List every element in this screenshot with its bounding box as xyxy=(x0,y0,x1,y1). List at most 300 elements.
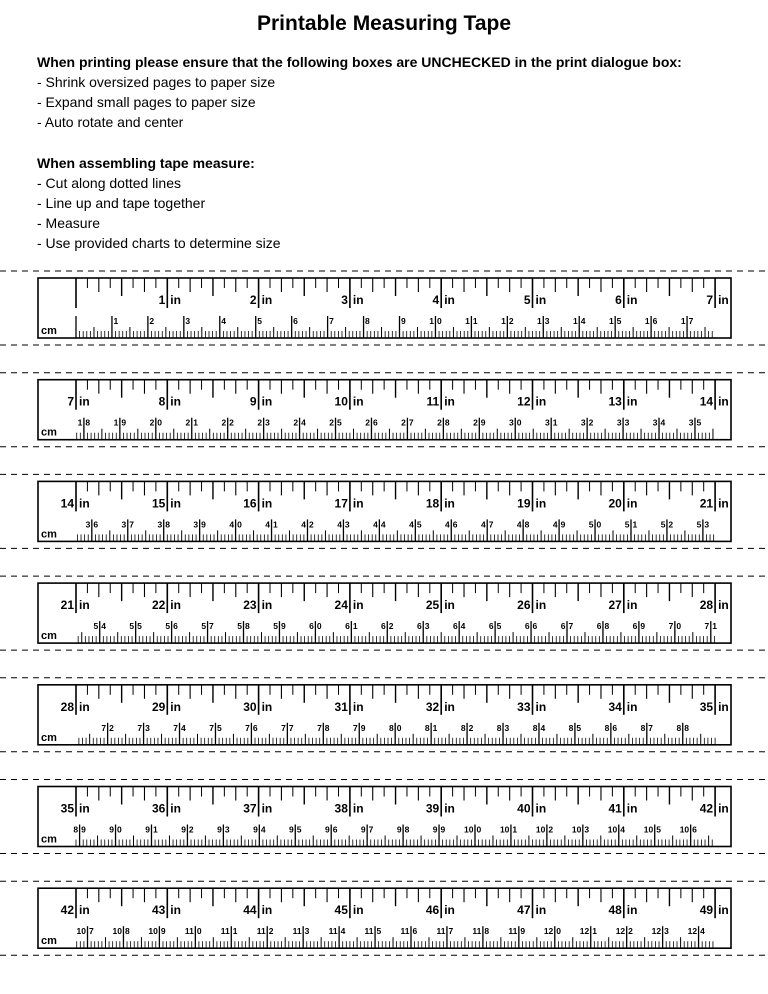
inch-unit-label: in xyxy=(535,598,547,613)
inch-number: 26 xyxy=(517,598,531,613)
cm-number: 5 xyxy=(496,621,502,632)
cm-number: 6 xyxy=(596,621,602,632)
cm-number: 9 xyxy=(520,926,526,937)
inch-number: 18 xyxy=(425,496,440,511)
cm-number: 9 xyxy=(324,824,330,835)
cm-number: 8 xyxy=(73,824,79,835)
cm-number: 11 xyxy=(292,926,302,937)
inch-unit-label: in xyxy=(718,699,729,714)
cm-number: 6 xyxy=(452,519,458,530)
cm-number: 1 xyxy=(193,417,198,428)
cm-number: 5 xyxy=(137,621,142,632)
tape-strip xyxy=(0,373,768,447)
assembly-instructions-heading: When assembling tape measure: xyxy=(37,155,255,171)
inch-number: 34 xyxy=(608,699,622,714)
assembly-instruction-item: - Measure xyxy=(37,215,101,231)
tape-strip xyxy=(0,780,768,854)
cm-number: 5 xyxy=(93,621,99,632)
cm-number: 6 xyxy=(692,824,697,835)
inch-number: 22 xyxy=(151,598,166,613)
cm-number: 8 xyxy=(532,722,538,733)
inch-number: 14 xyxy=(60,496,74,511)
cm-number: 0 xyxy=(596,519,602,530)
inch-number: 6 xyxy=(615,293,622,307)
cm-number: 1 xyxy=(592,926,597,937)
inch-number: 17 xyxy=(334,496,348,511)
inch-number: 38 xyxy=(334,801,348,816)
cm-number: 8 xyxy=(424,722,430,733)
cm-number: 3 xyxy=(509,417,514,428)
cm-number: 7 xyxy=(648,722,654,733)
cm-number: 2 xyxy=(388,621,394,632)
inch-number: 23 xyxy=(243,598,257,613)
cm-number: 4 xyxy=(552,519,558,530)
cm-number: 4 xyxy=(480,519,486,530)
inch-number: 20 xyxy=(608,496,622,511)
cm-number: 0 xyxy=(237,519,242,530)
cm-number: 2 xyxy=(221,417,227,428)
inch-unit-label: in xyxy=(718,496,729,511)
inch-unit-label: in xyxy=(79,903,90,918)
assembly-instruction-item: - Line up and tape together xyxy=(37,195,206,211)
inch-unit-label: in xyxy=(261,801,273,816)
inch-number: 27 xyxy=(608,598,622,613)
cm-number: 11 xyxy=(508,926,518,937)
inch-unit-label: in xyxy=(170,903,181,918)
inch-number: 1 xyxy=(158,293,166,307)
cm-number: 10 xyxy=(679,824,690,835)
cm-number: 6 xyxy=(524,621,530,632)
cm-number: 7 xyxy=(288,722,294,733)
inch-unit-label: in xyxy=(352,496,364,511)
inch-number: 32 xyxy=(425,699,440,714)
cm-number: 1 xyxy=(352,621,358,632)
cm-number: 8 xyxy=(124,926,130,937)
cm-number: 3 xyxy=(584,824,590,835)
inch-number: 3 xyxy=(341,293,348,307)
inch-unit-label: in xyxy=(718,293,729,307)
cm-number: 4 xyxy=(229,519,235,530)
cm-number: 2 xyxy=(268,926,274,937)
cm-number: 7 xyxy=(281,722,286,733)
cm-number: 6 xyxy=(332,824,338,835)
cm-number: 1 xyxy=(113,417,119,428)
inch-number: 16 xyxy=(243,496,257,511)
cm-unit-label: cm xyxy=(41,630,57,643)
print-instruction-item: - Auto rotate and center xyxy=(37,114,184,130)
inch-unit-label: in xyxy=(718,903,729,918)
inch-number: 40 xyxy=(517,801,531,816)
cm-number: 6 xyxy=(532,621,538,632)
cm-number: 1 xyxy=(501,316,506,326)
cm-number: 7 xyxy=(704,621,710,632)
cm-number: 5 xyxy=(201,621,207,632)
inch-number: 31 xyxy=(334,699,348,714)
cm-number: 0 xyxy=(196,926,202,937)
cm-unit-label: cm xyxy=(41,325,57,337)
cm-number: 6 xyxy=(309,621,314,632)
cm-number: 4 xyxy=(540,722,546,733)
inch-unit-label: in xyxy=(444,598,455,613)
cm-number: 2 xyxy=(628,926,633,937)
cm-number: 2 xyxy=(188,824,194,835)
cm-number: 2 xyxy=(257,417,263,428)
cm-number: 8 xyxy=(604,621,610,632)
cm-number: 12 xyxy=(615,926,626,937)
cm-number: 7 xyxy=(368,824,374,835)
cm-number: 1 xyxy=(432,722,438,733)
cm-number: 2 xyxy=(149,316,155,326)
cm-number: 11 xyxy=(184,926,194,937)
inch-unit-label: in xyxy=(352,903,364,918)
inch-number: 36 xyxy=(151,801,166,816)
inch-unit-label: in xyxy=(79,598,90,613)
cm-number: 5 xyxy=(588,519,594,530)
inch-number: 25 xyxy=(425,598,440,613)
inch-number: 49 xyxy=(699,903,714,918)
cm-number: 2 xyxy=(473,417,478,428)
cm-number: 6 xyxy=(488,621,494,632)
cm-number: 8 xyxy=(604,722,610,733)
cm-number: 9 xyxy=(109,824,115,835)
cm-number: 5 xyxy=(576,722,582,733)
cm-number: 7 xyxy=(488,519,494,530)
cm-number: 2 xyxy=(588,417,594,428)
cm-number: 8 xyxy=(484,926,490,937)
cm-number: 8 xyxy=(684,722,689,733)
cm-number: 7 xyxy=(129,519,134,530)
cm-number: 9 xyxy=(560,519,566,530)
inch-number: 28 xyxy=(699,598,714,613)
inch-number: 21 xyxy=(699,496,714,511)
cm-number: 8 xyxy=(444,417,450,428)
cm-number: 7 xyxy=(668,621,674,632)
inch-unit-label: in xyxy=(718,598,729,613)
cm-number: 11 xyxy=(436,926,446,937)
cm-number: 10 xyxy=(535,824,546,835)
cm-number: 2 xyxy=(401,417,406,428)
cm-number: 0 xyxy=(436,316,442,326)
cm-unit-label: cm xyxy=(41,833,57,846)
cm-number: 9 xyxy=(201,519,206,530)
cm-number: 4 xyxy=(700,926,705,937)
cm-number: 10 xyxy=(148,926,158,937)
cm-number: 4 xyxy=(660,417,666,428)
inch-number: 24 xyxy=(334,598,348,613)
print-instruction-item: - Expand small pages to paper size xyxy=(37,94,256,110)
cm-number: 1 xyxy=(572,316,578,326)
inch-unit-label: in xyxy=(261,598,273,613)
cm-number: 3 xyxy=(616,417,622,428)
cm-number: 4 xyxy=(181,722,186,733)
cm-number: 4 xyxy=(221,316,227,326)
cm-number: 1 xyxy=(113,316,119,326)
cm-number: 4 xyxy=(265,519,271,530)
cm-number: 5 xyxy=(696,519,702,530)
cm-number: 4 xyxy=(260,824,266,835)
inch-number: 7 xyxy=(67,394,74,409)
cm-number: 9 xyxy=(480,417,486,428)
cm-number: 9 xyxy=(280,621,286,632)
inch-number: 29 xyxy=(151,699,166,714)
cm-number: 4 xyxy=(101,621,106,632)
cm-number: 1 xyxy=(632,519,638,530)
inch-unit-label: in xyxy=(170,699,181,714)
inch-unit-label: in xyxy=(352,801,364,816)
cm-number: 7 xyxy=(317,722,322,733)
cm-number: 5 xyxy=(257,316,262,326)
cm-number: 11 xyxy=(220,926,230,937)
inch-number: 4 xyxy=(432,293,440,307)
cm-number: 11 xyxy=(400,926,410,937)
cm-number: 2 xyxy=(109,722,114,733)
inch-unit-label: in xyxy=(535,293,547,307)
cm-number: 4 xyxy=(516,519,522,530)
cm-number: 1 xyxy=(644,316,650,326)
cm-number: 4 xyxy=(337,519,342,530)
cm-number: 9 xyxy=(289,824,294,835)
cm-number: 5 xyxy=(696,417,702,428)
cm-number: 11 xyxy=(364,926,374,937)
cm-number: 5 xyxy=(660,519,666,530)
inch-unit-label: in xyxy=(79,496,90,511)
inch-number: 30 xyxy=(243,699,257,714)
cm-number: 1 xyxy=(273,519,278,530)
cm-number: 6 xyxy=(452,621,458,632)
cm-number: 3 xyxy=(185,316,191,326)
inch-unit-label: in xyxy=(261,394,273,409)
inch-unit-label: in xyxy=(535,699,547,714)
inch-unit-label: in xyxy=(718,801,729,816)
inch-unit-label: in xyxy=(718,394,729,409)
cm-number: 0 xyxy=(516,417,522,428)
inch-number: 41 xyxy=(608,801,622,816)
inch-unit-label: in xyxy=(626,496,638,511)
cm-number: 0 xyxy=(157,417,163,428)
cm-number: 1 xyxy=(472,316,478,326)
cm-number: 4 xyxy=(620,824,626,835)
cm-number: 8 xyxy=(85,417,91,428)
cm-number: 7 xyxy=(408,417,414,428)
assembly-instruction-item: - Use provided charts to determine size xyxy=(37,235,281,251)
cm-number: 1 xyxy=(232,926,238,937)
inch-unit-label: in xyxy=(352,699,364,714)
cm-number: 5 xyxy=(624,519,630,530)
cm-number: 9 xyxy=(253,824,258,835)
inch-unit-label: in xyxy=(444,801,455,816)
cm-number: 10 xyxy=(499,824,510,835)
inch-unit-label: in xyxy=(535,496,547,511)
cm-number: 7 xyxy=(329,316,334,326)
cm-number: 12 xyxy=(687,926,698,937)
cm-number: 2 xyxy=(229,417,234,428)
cm-number: 7 xyxy=(137,722,143,733)
cm-number: 9 xyxy=(640,621,646,632)
cm-number: 3 xyxy=(624,417,630,428)
cm-number: 1 xyxy=(608,316,614,326)
print-instruction-item: - Shrink oversized pages to paper size xyxy=(37,74,276,90)
cm-number: 9 xyxy=(81,824,86,835)
cm-number: 8 xyxy=(640,722,646,733)
inch-unit-label: in xyxy=(79,699,90,714)
cm-number: 3 xyxy=(580,417,586,428)
inch-unit-label: in xyxy=(79,394,90,409)
cm-number: 9 xyxy=(360,722,366,733)
cm-number: 4 xyxy=(445,519,450,530)
inch-unit-label: in xyxy=(626,801,638,816)
cm-number: 3 xyxy=(157,519,163,530)
cm-number: 7 xyxy=(448,926,454,937)
cm-unit-label: cm xyxy=(41,731,57,744)
cm-number: 8 xyxy=(245,621,250,632)
cm-number: 5 xyxy=(656,824,661,835)
print-instructions-heading: When printing please ensure that the following boxes are UNCHECKED in the print dialogue box: xyxy=(37,54,682,70)
cm-number: 10 xyxy=(76,926,87,937)
cm-number: 5 xyxy=(237,621,243,632)
cm-number: 6 xyxy=(173,621,178,632)
inch-number: 14 xyxy=(699,394,714,409)
cm-number: 5 xyxy=(273,621,278,632)
inch-number: 19 xyxy=(517,496,531,511)
inch-unit-label: in xyxy=(79,801,90,816)
cm-number: 9 xyxy=(181,824,186,835)
inch-unit-label: in xyxy=(626,598,638,613)
cm-number: 4 xyxy=(380,519,386,530)
cm-number: 9 xyxy=(401,316,406,326)
cm-number: 0 xyxy=(316,621,322,632)
cm-number: 2 xyxy=(668,519,674,530)
inch-number: 11 xyxy=(426,394,440,409)
cm-number: 12 xyxy=(579,926,590,937)
cm-number: 1 xyxy=(152,824,158,835)
cm-number: 6 xyxy=(345,621,350,632)
inch-unit-label: in xyxy=(444,293,455,307)
cm-number: 3 xyxy=(652,417,658,428)
cm-number: 2 xyxy=(548,824,554,835)
inch-number: 47 xyxy=(517,903,531,918)
inch-number: 13 xyxy=(608,394,622,409)
cm-unit-label: cm xyxy=(41,528,57,541)
cm-number: 1 xyxy=(512,824,518,835)
inch-unit-label: in xyxy=(444,903,455,918)
inch-unit-label: in xyxy=(170,598,181,613)
inch-number: 37 xyxy=(243,801,257,816)
cm-number: 3 xyxy=(193,519,199,530)
assembly-instruction-item: - Cut along dotted lines xyxy=(37,175,181,191)
cm-number: 5 xyxy=(129,621,135,632)
cm-number: 6 xyxy=(93,519,99,530)
cm-number: 7 xyxy=(101,722,107,733)
cm-number: 10 xyxy=(607,824,618,835)
cm-number: 4 xyxy=(340,926,346,937)
cm-number: 8 xyxy=(388,722,394,733)
cm-number: 6 xyxy=(632,621,638,632)
cm-number: 9 xyxy=(440,824,446,835)
cm-unit-label: cm xyxy=(41,426,57,439)
cm-number: 5 xyxy=(337,417,342,428)
inch-unit-label: in xyxy=(352,394,364,409)
cm-number: 4 xyxy=(301,519,306,530)
cm-number: 3 xyxy=(504,722,510,733)
cm-number: 7 xyxy=(568,621,574,632)
cm-number: 6 xyxy=(412,926,418,937)
cm-number: 3 xyxy=(704,519,710,530)
cm-number: 8 xyxy=(524,519,530,530)
cm-number: 10 xyxy=(571,824,582,835)
cm-number: 10 xyxy=(464,824,474,835)
cm-number: 6 xyxy=(612,722,618,733)
cm-number: 9 xyxy=(160,926,166,937)
inch-unit-label: in xyxy=(626,293,638,307)
inch-number: 8 xyxy=(158,394,166,409)
cm-number: 8 xyxy=(496,722,502,733)
cm-number: 6 xyxy=(416,621,422,632)
cm-number: 3 xyxy=(304,926,310,937)
cm-number: 2 xyxy=(308,519,314,530)
cm-number: 0 xyxy=(556,926,562,937)
cm-number: 3 xyxy=(224,824,230,835)
inch-number: 35 xyxy=(699,699,714,714)
cm-number: 3 xyxy=(664,926,669,937)
cm-number: 8 xyxy=(676,722,682,733)
cm-number: 9 xyxy=(145,824,150,835)
cm-number: 8 xyxy=(568,722,574,733)
inch-unit-label: in xyxy=(170,801,181,816)
inch-number: 9 xyxy=(249,394,257,409)
cm-number: 7 xyxy=(173,722,179,733)
cm-number: 9 xyxy=(432,824,438,835)
cm-number: 3 xyxy=(688,417,694,428)
inch-number: 5 xyxy=(523,293,531,307)
tape-strip xyxy=(0,576,768,650)
inch-number: 35 xyxy=(60,801,74,816)
inch-number: 43 xyxy=(151,903,166,918)
cm-number: 5 xyxy=(296,824,302,835)
cm-number: 3 xyxy=(265,417,270,428)
inch-unit-label: in xyxy=(170,496,181,511)
cm-number: 1 xyxy=(429,316,434,326)
cm-number: 0 xyxy=(476,824,482,835)
cm-unit-label: cm xyxy=(41,935,57,948)
cm-number: 7 xyxy=(353,722,358,733)
cm-number: 3 xyxy=(424,621,430,632)
inch-unit-label: in xyxy=(261,699,273,714)
cm-number: 0 xyxy=(117,824,122,835)
cm-number: 6 xyxy=(560,621,566,632)
cm-number: 1 xyxy=(552,417,558,428)
tape-strip xyxy=(0,474,768,548)
inch-number: 39 xyxy=(425,801,440,816)
cm-number: 6 xyxy=(381,621,386,632)
cm-number: 6 xyxy=(252,722,258,733)
cm-number: 5 xyxy=(216,722,222,733)
inch-unit-label: in xyxy=(626,903,638,918)
cm-number: 3 xyxy=(85,519,91,530)
cm-number: 7 xyxy=(209,722,214,733)
inch-unit-label: in xyxy=(535,394,547,409)
cm-number: 9 xyxy=(121,417,127,428)
inch-number: 28 xyxy=(60,699,74,714)
page-title: Printable Measuring Tape xyxy=(257,12,511,35)
cm-number: 5 xyxy=(165,621,171,632)
cm-number: 3 xyxy=(544,316,550,326)
tape-strip xyxy=(0,881,768,955)
inch-number: 21 xyxy=(60,598,74,613)
cm-number: 11 xyxy=(256,926,266,937)
cm-number: 4 xyxy=(373,519,378,530)
inch-unit-label: in xyxy=(444,394,455,409)
cm-number: 12 xyxy=(651,926,662,937)
